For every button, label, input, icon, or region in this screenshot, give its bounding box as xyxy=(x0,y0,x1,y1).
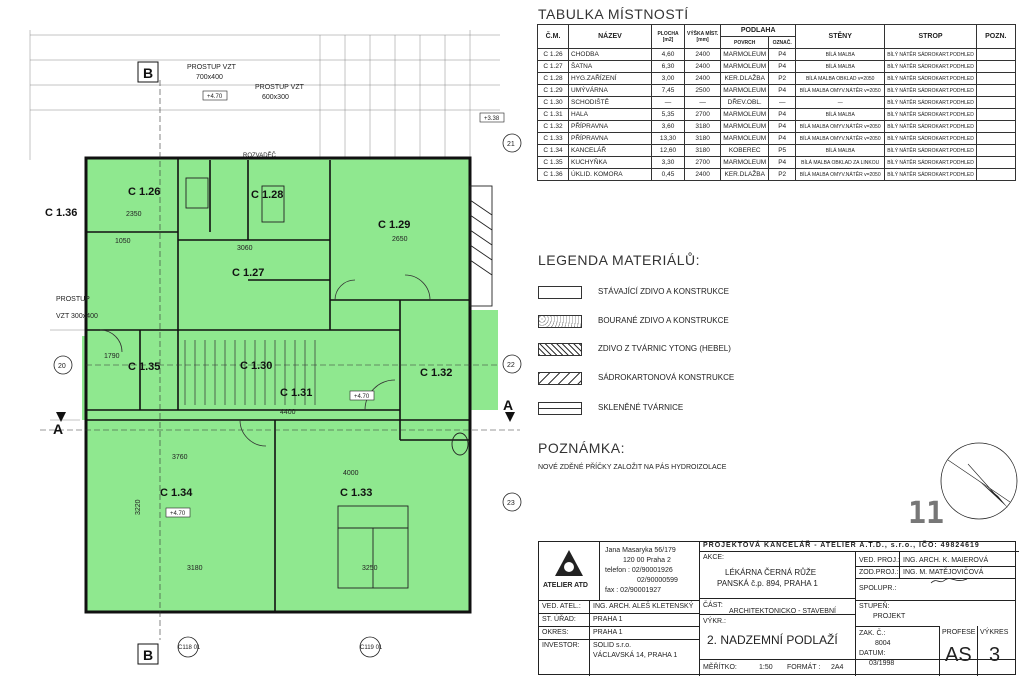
table-row xyxy=(538,169,1016,181)
okres-label: OKRES: xyxy=(542,629,569,636)
table-cell-steny: BÍLÁ MALBA OMYV.NÁTĚR v=2050 xyxy=(796,169,885,181)
dim-2650: 2650 xyxy=(392,236,408,243)
table-cell-cm: C 1.29 xyxy=(538,85,569,97)
stupen-value: PROJEKT xyxy=(873,613,906,620)
legend-label: ZDIVO Z TVÁRNIC YTONG (HEBEL) xyxy=(598,344,731,353)
col-povrch: POVRCH xyxy=(721,37,769,49)
room-label-c132: C 1.32 xyxy=(420,367,453,379)
prostup-size-2: 600x300 xyxy=(262,94,289,101)
st-urad-label: ST. ÚŘAD: xyxy=(542,616,576,623)
table-cell-plocha: 12,60 xyxy=(652,145,685,157)
table-cell-nazev: HALA xyxy=(569,109,652,121)
note-title: POZNÁMKA: xyxy=(538,440,625,456)
axis-22: 22 xyxy=(507,362,515,369)
table-cell-plocha: 6,30 xyxy=(652,61,685,73)
table-cell-steny: BÍLÁ MALBA OMYV.NÁTĚR v=2050 xyxy=(796,133,885,145)
table-cell-vyska: 3180 xyxy=(685,133,721,145)
table-cell-oznac: P4 xyxy=(769,109,796,121)
ref-c119: C119 01 xyxy=(360,645,383,651)
legend-item-ytong xyxy=(538,343,838,357)
cast-label: ČÁST: xyxy=(703,602,723,609)
room-label-c135: C 1.35 xyxy=(128,361,161,373)
table-cell-oznac: P4 xyxy=(769,61,796,73)
table-cell-plocha: 3,30 xyxy=(652,157,685,169)
table-cell-vyska: 2500 xyxy=(685,85,721,97)
note-text: NOVÉ ZDĚNÉ PŘÍČKY ZALOŽIT NA PÁS HYDROIZOLACE xyxy=(538,464,727,471)
prostup-size-1: 700x400 xyxy=(196,74,223,81)
table-row xyxy=(538,145,1016,157)
table-cell-plocha: — xyxy=(652,97,685,109)
renovated-area xyxy=(82,158,498,612)
investor-value-2: VÁCLAVSKÁ 14, PRAHA 1 xyxy=(593,652,678,659)
table-cell-pozn xyxy=(976,109,1015,121)
room-label-c131: C 1.31 xyxy=(280,387,313,399)
akce-label: AKCE: xyxy=(703,554,725,561)
ved-atel-label: VED. ATEL.: xyxy=(542,603,581,610)
vykres-label: VÝKRES xyxy=(980,629,1009,636)
table-cell-pozn xyxy=(976,121,1015,133)
table-cell-steny: BÍLÁ MALBA OBKLAD ZA LINKOU xyxy=(796,157,885,169)
table-cell-povrch: MARMOLEUM xyxy=(721,133,769,145)
table-cell-povrch: MARMOLEUM xyxy=(721,49,769,61)
table-cell-plocha: 13,30 xyxy=(652,133,685,145)
table-cell-steny: BÍLÁ MALBA xyxy=(796,109,885,121)
table-cell-cm: C 1.28 xyxy=(538,73,569,85)
table-cell-vyska: 2400 xyxy=(685,169,721,181)
zod-proj-value: ING. M. MATĚJOVIČOVÁ xyxy=(903,569,984,576)
swatch-demolished xyxy=(538,315,582,328)
table-cell-oznac: P5 xyxy=(769,145,796,157)
table-cell-plocha: 0,45 xyxy=(652,169,685,181)
level-mark-1: +4.70 xyxy=(207,94,223,100)
room-label-c128: C 1.28 xyxy=(251,189,284,201)
address-line: fax : 02/90001927 xyxy=(605,587,662,594)
ved-atel-value: ING. ARCH. ALEŠ KLETENSKÝ xyxy=(593,603,694,610)
legend-item-glass xyxy=(538,402,838,416)
table-cell-plocha: 7,45 xyxy=(652,85,685,97)
table-cell-cm: C 1.31 xyxy=(538,109,569,121)
table-cell-nazev: ÚKLID. KOMORA xyxy=(569,169,652,181)
table-cell-nazev: SCHODIŠTĚ xyxy=(569,97,652,109)
title-block xyxy=(538,541,1016,675)
legend-item-existing xyxy=(538,286,838,300)
format-value: 2A4 xyxy=(831,664,844,671)
ved-proj-value: ING. ARCH. K. MAIEROVÁ xyxy=(903,557,989,564)
col-cm: Č.M. xyxy=(538,25,569,49)
table-cell-vyska: — xyxy=(685,97,721,109)
table-row xyxy=(538,49,1016,61)
meritko-label: MĚŘÍTKO: xyxy=(703,664,737,671)
section-a-left: A xyxy=(53,421,64,437)
level-mark-2: +3.38 xyxy=(484,116,500,122)
investor-value: SOLID s.r.o. xyxy=(593,642,632,649)
plocha-unit: [m2] xyxy=(662,36,674,43)
col-steny: STĚNY xyxy=(796,25,885,49)
zak-label: ZAK. Č.: xyxy=(859,630,886,637)
table-cell-oznac: — xyxy=(769,97,796,109)
prostup-label-2: PROSTUP VZT xyxy=(255,84,304,91)
table-cell-povrch: KOBEREC xyxy=(721,145,769,157)
table-row xyxy=(538,61,1016,73)
table-cell-strop: BÍLÝ NÁTĚR SÁDROKART.PODHLED xyxy=(885,109,977,121)
table-cell-strop: BÍLÝ NÁTĚR SÁDROKART.PODHLED xyxy=(885,169,977,181)
swatch-glass xyxy=(538,402,582,415)
zod-proj-label: ZOD.PROJ.: xyxy=(859,569,899,576)
datum-label: DATUM: xyxy=(859,650,886,657)
st-urad-value: PRAHA 1 xyxy=(593,616,623,623)
room-table xyxy=(537,24,1016,181)
dim-1790: 1790 xyxy=(104,353,120,360)
table-cell-nazev: PŘÍPRAVNA xyxy=(569,121,652,133)
legend-item-drywall xyxy=(538,372,838,386)
table-cell-povrch: MARMOLEUM xyxy=(721,121,769,133)
table-cell-nazev: ŠATNA xyxy=(569,61,652,73)
vykr-value: 2. NADZEMNÍ PODLAŽÍ xyxy=(707,633,838,647)
dim-3760: 3760 xyxy=(172,454,188,461)
table-cell-vyska: 2700 xyxy=(685,109,721,121)
profese-value: AS xyxy=(945,644,972,666)
table-cell-nazev: KANCELÁŘ xyxy=(569,145,652,157)
room-label-c130: C 1.30 xyxy=(240,360,273,372)
table-row xyxy=(538,85,1016,97)
prostup-size-3: VZT 300x400 xyxy=(56,313,98,320)
stamp-number: 11 xyxy=(908,496,945,531)
table-cell-strop: BÍLÝ NÁTĚR SÁDROKART.PODHLED xyxy=(885,61,977,73)
spolupr-label: SPOLUPR.: xyxy=(859,585,897,592)
axis-21: 21 xyxy=(507,141,515,148)
dim-3060: 3060 xyxy=(237,245,253,252)
prostup-label-3: PROSTUP xyxy=(56,296,90,303)
table-cell-nazev: UMÝVÁRNA xyxy=(569,85,652,97)
table-cell-oznac: P4 xyxy=(769,133,796,145)
dim-4400: 4400 xyxy=(280,409,296,416)
dim-3180: 3180 xyxy=(187,565,203,572)
col-plocha xyxy=(652,25,685,49)
zak-value: 8004 xyxy=(875,640,891,647)
section-b-bottom: B xyxy=(143,647,154,663)
signature-icon xyxy=(929,576,969,586)
akce-value-2: PANSKÁ č.p. 894, PRAHA 1 xyxy=(717,579,818,588)
table-cell-povrch: DŘEV.OBL. xyxy=(721,97,769,109)
table-cell-strop: BÍLÝ NÁTĚR SÁDROKART.PODHLED xyxy=(885,121,977,133)
col-pozn: POZN. xyxy=(976,25,1015,49)
table-cell-steny: — xyxy=(796,97,885,109)
table-cell-pozn xyxy=(976,49,1015,61)
table-cell-oznac: P4 xyxy=(769,85,796,97)
table-cell-nazev: CHODBA xyxy=(569,49,652,61)
col-nazev: NÁZEV xyxy=(569,25,652,49)
logo-icon xyxy=(553,548,585,578)
legend-label: BOURANÉ ZDIVO A KONSTRUKCE xyxy=(598,316,729,325)
table-cell-nazev: KUCHYŇKA xyxy=(569,157,652,169)
ref-c118: C118 01 xyxy=(178,645,201,651)
dim-4000: 4000 xyxy=(343,470,359,477)
legend-label: SKLENĚNÉ TVÁRNICE xyxy=(598,403,684,412)
table-cell-pozn xyxy=(976,157,1015,169)
okres-value: PRAHA 1 xyxy=(593,629,623,636)
room-label-c134: C 1.34 xyxy=(160,487,193,499)
investor-label: INVESTOR: xyxy=(542,642,580,649)
table-cell-nazev: HYG.ZAŘÍZENÍ xyxy=(569,73,652,85)
table-cell-cm: C 1.26 xyxy=(538,49,569,61)
table-cell-strop: BÍLÝ NÁTĚR SÁDROKART.PODHLED xyxy=(885,157,977,169)
rozvadec-label: ROZVADĚČ xyxy=(243,153,276,159)
table-cell-povrch: MARMOLEUM xyxy=(721,85,769,97)
col-strop: STROP xyxy=(885,25,977,49)
logo-text: ATELIER ATD xyxy=(543,582,588,589)
table-cell-povrch: MARMOLEUM xyxy=(721,109,769,121)
address-line: 02/90000599 xyxy=(637,577,678,584)
company-address xyxy=(605,546,678,596)
table-cell-vyska: 2400 xyxy=(685,73,721,85)
swatch-existing xyxy=(538,286,582,299)
table-cell-oznac: P4 xyxy=(769,121,796,133)
room-label-c136: C 1.36 xyxy=(45,207,78,219)
table-cell-strop: BÍLÝ NÁTĚR SÁDROKART.PODHLED xyxy=(885,49,977,61)
akce-value: LÉKÁRNA ČERNÁ RŮŽE xyxy=(725,568,817,577)
table-cell-steny: BÍLÁ MALBA OMYV.NÁTĚR v=2050 xyxy=(796,121,885,133)
address-line: Jana Masaryka 56/179 xyxy=(605,547,676,554)
format-label: FORMÁT : xyxy=(787,664,821,671)
table-cell-plocha: 3,60 xyxy=(652,121,685,133)
table-cell-oznac: P4 xyxy=(769,157,796,169)
table-cell-pozn xyxy=(976,85,1015,97)
table-cell-oznac: P4 xyxy=(769,49,796,61)
dim-2350: 2350 xyxy=(126,211,142,218)
table-row xyxy=(538,73,1016,85)
dim-3220: 3220 xyxy=(135,499,142,515)
level-mark-3: +4.70 xyxy=(170,511,186,517)
table-cell-cm: C 1.32 xyxy=(538,121,569,133)
table-cell-pozn xyxy=(976,145,1015,157)
legend-title: LEGENDA MATERIÁLŮ: xyxy=(538,252,701,268)
table-cell-cm: C 1.27 xyxy=(538,61,569,73)
profese-label: PROFESE xyxy=(942,629,976,636)
table-cell-strop: BÍLÝ NÁTĚR SÁDROKART.PODHLED xyxy=(885,133,977,145)
table-cell-povrch: MARMOLEUM xyxy=(721,61,769,73)
swatch-drywall xyxy=(538,372,582,385)
table-row xyxy=(538,133,1016,145)
table-cell-vyska: 3180 xyxy=(685,121,721,133)
table-cell-steny: BÍLÁ MALBA xyxy=(796,49,885,61)
plocha-label: PLOCHA xyxy=(657,30,679,37)
cast-value: ARCHITEKTONICKO - STAVEBNÍ xyxy=(729,608,836,615)
legend-label: STÁVAJÍCÍ ZDIVO A KONSTRUKCE xyxy=(598,287,729,296)
table-cell-steny: BÍLÁ MALBA xyxy=(796,61,885,73)
level-mark-4: +4.70 xyxy=(354,394,370,400)
room-table-title: TABULKA MÍSTNOSTÍ xyxy=(538,6,689,22)
stupen-label: STUPEŇ: xyxy=(859,603,890,610)
address-line: 120 00 Praha 2 xyxy=(623,557,671,564)
dim-3250: 3250 xyxy=(362,565,378,572)
legend-item-demolished xyxy=(538,315,838,329)
table-cell-vyska: 3180 xyxy=(685,145,721,157)
table-cell-pozn xyxy=(976,97,1015,109)
table-cell-steny: BÍLÁ MALBA OMYV.NÁTĚR v=2050 xyxy=(796,85,885,97)
table-cell-povrch: MARMOLEUM xyxy=(721,157,769,169)
north-arrow-icon xyxy=(938,440,1020,522)
legend-label: SÁDROKARTONOVÁ KONSTRUKCE xyxy=(598,373,735,382)
table-cell-strop: BÍLÝ NÁTĚR SÁDROKART.PODHLED xyxy=(885,73,977,85)
room-label-c129: C 1.29 xyxy=(378,219,411,231)
table-row xyxy=(538,121,1016,133)
table-cell-steny: BÍLÁ MALBA xyxy=(796,145,885,157)
table-cell-strop: BÍLÝ NÁTĚR SÁDROKART.PODHLED xyxy=(885,85,977,97)
table-cell-cm: C 1.36 xyxy=(538,169,569,181)
table-cell-pozn xyxy=(976,169,1015,181)
col-vyska xyxy=(685,25,721,49)
table-cell-pozn xyxy=(976,61,1015,73)
table-cell-vyska: 2400 xyxy=(685,49,721,61)
table-cell-vyska: 2700 xyxy=(685,157,721,169)
table-cell-plocha: 3,00 xyxy=(652,73,685,85)
table-cell-cm: C 1.35 xyxy=(538,157,569,169)
room-label-c133: C 1.33 xyxy=(340,487,373,499)
table-row xyxy=(538,109,1016,121)
section-b-top: B xyxy=(143,65,154,81)
logo-cell xyxy=(539,542,600,600)
axis-20: 20 xyxy=(58,363,66,370)
table-cell-oznac: P2 xyxy=(769,73,796,85)
prostup-label-1: PROSTUP VZT xyxy=(187,64,236,71)
room-label-c127: C 1.27 xyxy=(232,267,265,279)
table-cell-plocha: 4,60 xyxy=(652,49,685,61)
table-cell-nazev: PŘÍPRAVNA xyxy=(569,133,652,145)
table-cell-strop: BÍLÝ NÁTĚR SÁDROKART.PODHLED xyxy=(885,145,977,157)
table-cell-oznac: P2 xyxy=(769,169,796,181)
swatch-ytong xyxy=(538,343,582,356)
table-row xyxy=(538,157,1016,169)
room-label-c126: C 1.26 xyxy=(128,186,161,198)
address-line: telefon : 02/90001926 xyxy=(605,567,673,574)
vyska-unit: [mm] xyxy=(696,36,709,43)
col-oznac: OZNAČ. xyxy=(769,37,796,49)
table-cell-povrch: KER.DLAŽBA xyxy=(721,169,769,181)
table-cell-povrch: KER.DLAŽBA xyxy=(721,73,769,85)
table-cell-steny: BÍLÁ MALBA OBKLAD v=2050 xyxy=(796,73,885,85)
axis-23: 23 xyxy=(507,500,515,507)
table-cell-cm: C 1.34 xyxy=(538,145,569,157)
col-podlaha: PODLAHA xyxy=(721,25,796,37)
table-row xyxy=(538,97,1016,109)
table-cell-vyska: 2400 xyxy=(685,61,721,73)
table-cell-cm: C 1.33 xyxy=(538,133,569,145)
datum-value: 03/1998 xyxy=(869,660,895,667)
vyska-label: VÝŠKA MÍST. xyxy=(687,30,719,37)
table-cell-cm: C 1.30 xyxy=(538,97,569,109)
table-cell-pozn xyxy=(976,133,1015,145)
dim-1050: 1050 xyxy=(115,238,131,245)
meritko-value: 1:50 xyxy=(759,664,773,671)
vykres-value: 3 xyxy=(989,644,1001,666)
table-cell-strop: BÍLÝ NÁTĚR SÁDROKART.PODHLED xyxy=(885,97,977,109)
section-a-right: A xyxy=(503,397,514,413)
table-cell-pozn xyxy=(976,73,1015,85)
vykr-label: VÝKR.: xyxy=(703,618,726,625)
company-header: PROJEKTOVÁ KANCELÁŘ - ATELIER A.T.D., s.r.o., IČO: 49824619 xyxy=(699,542,1019,552)
ved-proj-label: VED. PROJ.: xyxy=(859,557,900,564)
table-cell-plocha: 5,35 xyxy=(652,109,685,121)
